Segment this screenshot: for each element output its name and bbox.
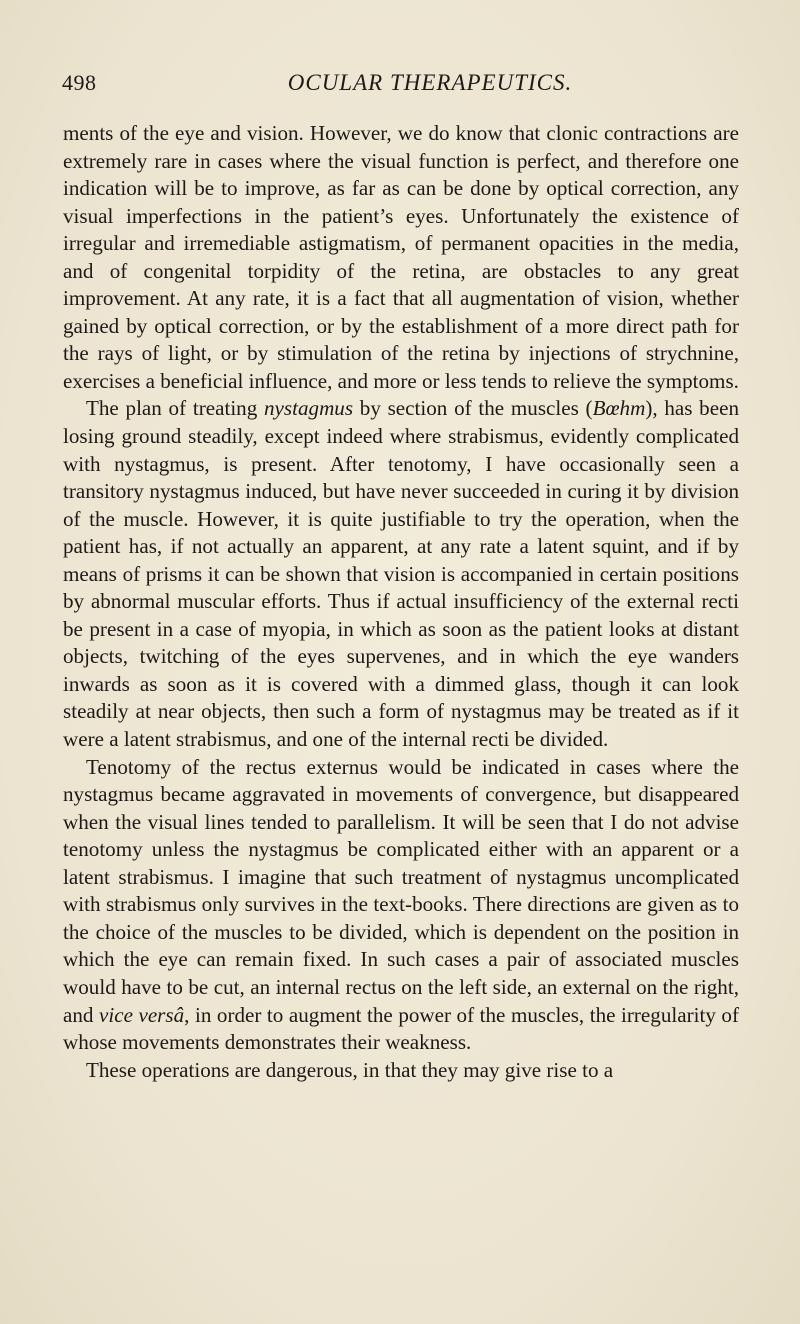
text-run: , in order to augment the power of the muscles, the irregularity of whose movements demonstrates their weakness. xyxy=(63,1002,739,1055)
text-run: Tenotomy of the rectus externus would be indicated in cases where the nystagmus became aggravated in movements of convergence, but disappeared when the visual lines tended to parallelism. It will be seen that I do not advise tenotomy unless the nystagmus be complicated either with an apparent or a latent strabismus. I imagine that such treatment of nystagmus uncomplicated with strabismus only survives in the text-books. There directions are given as to the choice of the muscles to be divided, which is dependent on the position in which the eye can remain fixed. In such cases a pair of associated muscles would have to be cut, an internal rectus on the left side, an external on the right, and xyxy=(63,754,739,1027)
page-number: 498 xyxy=(62,70,97,95)
paragraph-4 xyxy=(63,1057,739,1085)
italic-name-boehm: Bœhm xyxy=(592,396,646,421)
paragraph-1 xyxy=(63,120,739,395)
running-title: OCULAR THERAPEUTICS. xyxy=(287,70,573,95)
paragraph-2 xyxy=(63,395,739,753)
page-header xyxy=(62,70,738,110)
text-run: These operations are dangerous, in that they may give rise to a xyxy=(86,1057,614,1082)
text-run: by section of the muscles ( xyxy=(353,396,593,421)
italic-term-vice-versa: vice versâ xyxy=(98,1002,185,1027)
text-run: The plan of treating xyxy=(86,396,264,421)
paragraph-3 xyxy=(63,754,739,1057)
body-text xyxy=(63,120,739,1084)
italic-term-nystagmus: nystagmus xyxy=(264,396,354,421)
text-run: ments of the eye and vision. However, we do know that clonic contractions are extremely rare in cases where the visual function is perfect, and therefore one indication will be to improve, as far as can be done by optical correction, any visual imperfections in the patient’s eyes. Unfortunately the existence of irregular and irremediable astigmatism, of permanent opacities in the media, and of congenital torpidity of the retina, are obstacles to any great improvement. At any rate, it is a fact that all augmentation of vision, whether gained by optical correction, or by the establishment of a more direct path for the rays of light, or by stimulation of the retina by injections of strychnine, exercises a beneficial influence, and more or less tends to relieve the symptoms. xyxy=(63,121,739,393)
text-run: ), has been losing ground steadily, except indeed where strabismus, evidently complicated with nystagmus, is present. After tenotomy, I have occasionally seen a transitory nystagmus induced, but have never succeeded in curing it by division of the muscle. However, it is quite justifiable to try the operation, when the patient has, if not actually an apparent, at any rate a latent squint, and if by means of prisms it can be shown that vision is accompanied in certain positions by abnormal muscular efforts. Thus if actual insufficiency of the external recti be present in a case of myopia, in which as soon as the patient looks at distant objects, twitching of the eyes supervenes, and in which the eye wanders inwards as soon as it is covered with a dimmed glass, though it can look steadily at near objects, then such a form of nystagmus may be treated as if it were a latent strabismus, and one of the internal recti be divided. xyxy=(63,396,739,752)
